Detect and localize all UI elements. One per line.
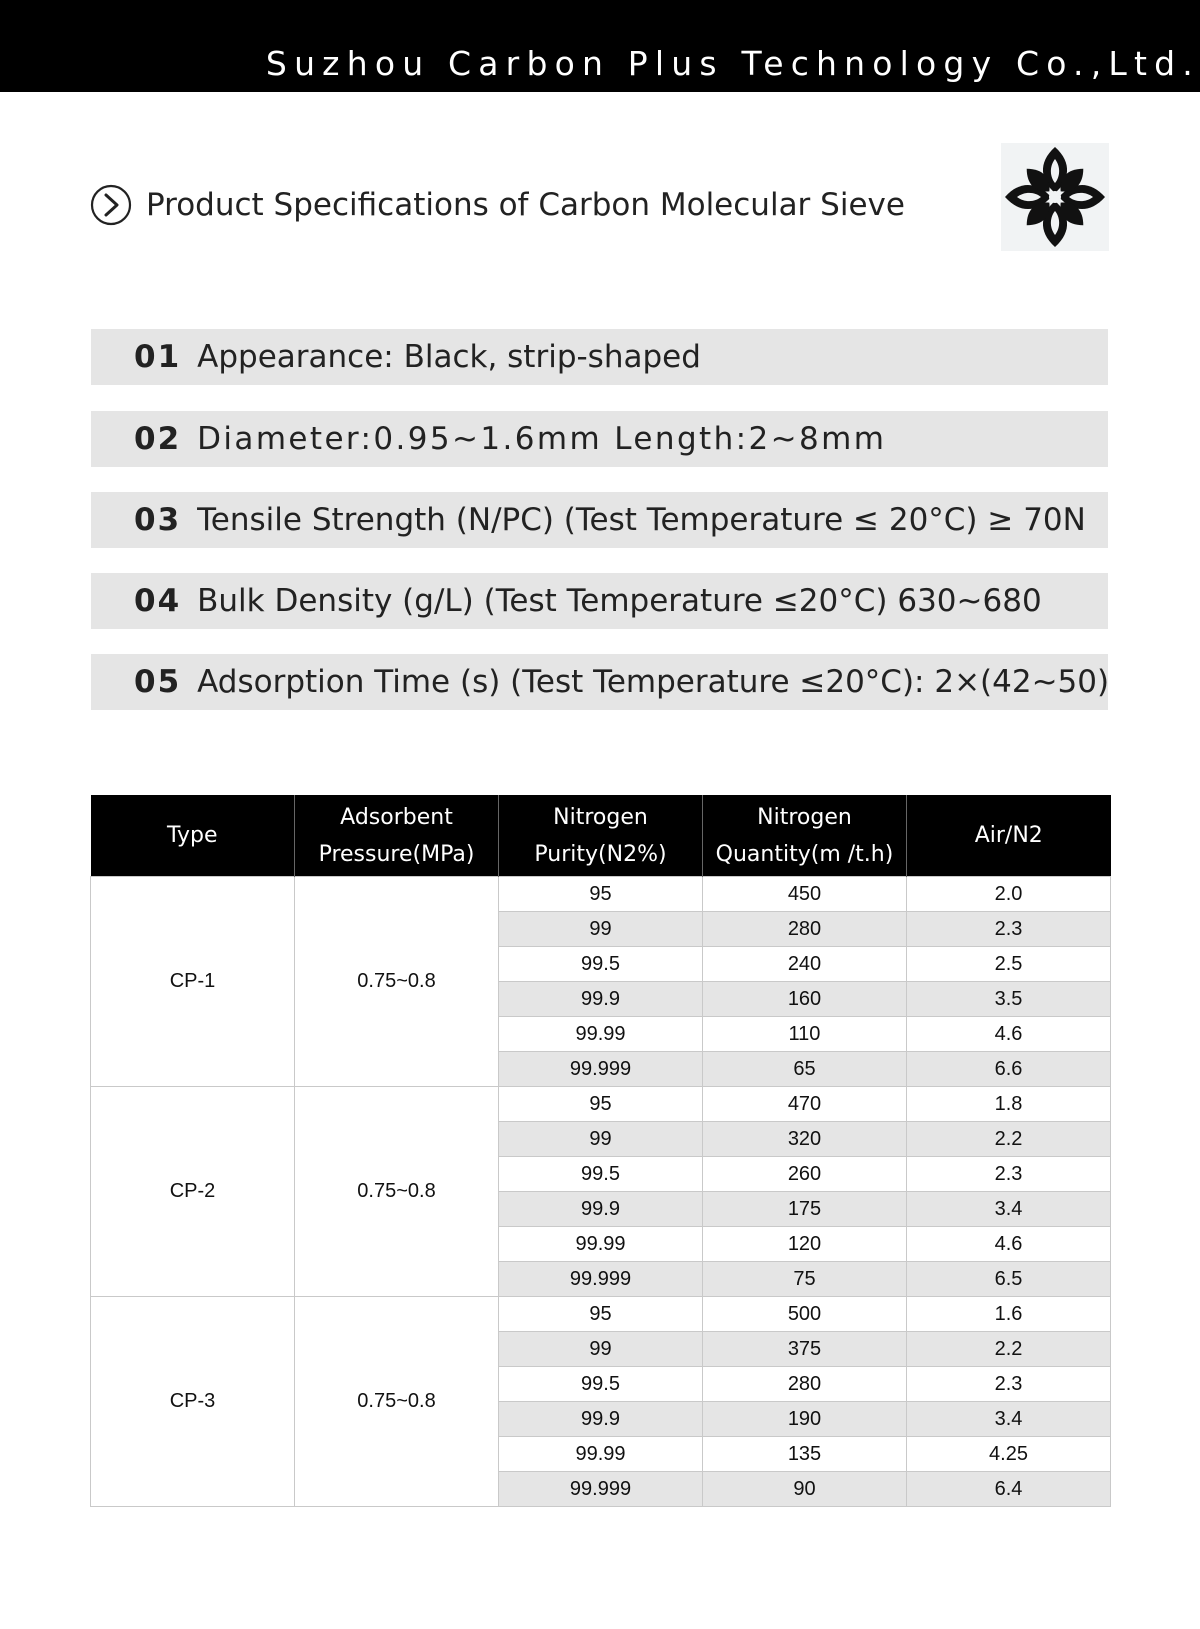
cell-quantity: 75 [703,1262,907,1297]
cell-air-n2: 4.25 [907,1437,1111,1472]
table-row [91,1297,1111,1332]
cell-purity: 99 [499,912,703,947]
cell-air-n2: 2.3 [907,1367,1111,1402]
cell-air-n2: 2.2 [907,1122,1111,1157]
page-heading [90,182,905,228]
spec-text: Diameter:0.95~1.6mm Length:2~8mm [197,421,887,457]
spec-row-tensile-strength [91,492,1108,548]
cell-quantity: 320 [703,1122,907,1157]
spec-text: Appearance: Black, strip-shaped [197,339,701,375]
cell-purity: 99.99 [499,1227,703,1262]
header-line: Nitrogen [553,804,648,830]
cell-quantity: 175 [703,1192,907,1227]
spec-row-adsorption-time [91,654,1108,710]
company-name: Suzhou Carbon Plus Technology Co.,Ltd. [265,44,1200,83]
cell-air-n2: 2.3 [907,1157,1111,1192]
column-header-type [91,795,295,877]
cell-purity: 99.5 [499,947,703,982]
cell-quantity: 450 [703,877,907,912]
flower-logo-icon [1001,143,1109,251]
cell-purity: 99.999 [499,1472,703,1507]
header-line: Nitrogen [757,804,852,830]
cell-air-n2: 1.6 [907,1297,1111,1332]
cell-quantity: 500 [703,1297,907,1332]
header-line: Type [166,823,218,848]
header-line: Adsorbent [340,804,453,830]
spec-number: 05 [134,664,182,700]
cell-quantity: 90 [703,1472,907,1507]
page-title: Product Specifications of Carbon Molecular Sieve [146,187,905,223]
cell-air-n2: 1.8 [907,1087,1111,1122]
header-line: Purity(N2%) [534,841,667,867]
cell-quantity: 120 [703,1227,907,1262]
cell-purity: 99.99 [499,1437,703,1472]
cell-purity: 99 [499,1332,703,1367]
spec-text: Tensile Strength (N/PC) (Test Temperature ≤ 20°C) ≥ 70N [197,502,1086,538]
cell-quantity: 65 [703,1052,907,1087]
cell-purity: 99.999 [499,1262,703,1297]
table-header-row [91,795,1111,877]
cell-purity: 95 [499,1087,703,1122]
spec-row-appearance [91,329,1108,385]
spec-number: 04 [134,583,182,619]
spec-number: 03 [134,502,182,538]
cell-purity: 99.5 [499,1157,703,1192]
cell-quantity: 160 [703,982,907,1017]
cell-quantity: 280 [703,912,907,947]
cell-purity: 95 [499,877,703,912]
column-header-pressure [295,795,499,877]
cell-purity: 99.9 [499,1192,703,1227]
header-line: Quantity(m /t.h) [715,841,894,867]
specification-table [90,795,1111,1507]
cell-air-n2: 6.5 [907,1262,1111,1297]
cell-purity: 99.5 [499,1367,703,1402]
cell-air-n2: 3.5 [907,982,1111,1017]
cell-air-n2: 6.6 [907,1052,1111,1087]
cell-quantity: 110 [703,1017,907,1052]
cell-air-n2: 3.4 [907,1192,1111,1227]
cell-purity: 99.9 [499,1402,703,1437]
chevron-right-circle-icon [90,184,132,226]
cell-type: CP-3 [91,1297,295,1507]
cell-pressure: 0.75~0.8 [295,1087,499,1297]
cell-air-n2: 2.3 [907,912,1111,947]
cell-quantity: 280 [703,1367,907,1402]
column-header-purity [499,795,703,877]
cell-pressure: 0.75~0.8 [295,1297,499,1507]
spec-number: 01 [134,339,182,375]
spec-text: Adsorption Time (s) (Test Temperature ≤20°C): 2×(42~50) [197,664,1110,700]
cell-quantity: 135 [703,1437,907,1472]
cell-air-n2: 2.0 [907,877,1111,912]
cell-air-n2: 4.6 [907,1227,1111,1262]
cell-purity: 99.99 [499,1017,703,1052]
cell-quantity: 470 [703,1087,907,1122]
cell-quantity: 375 [703,1332,907,1367]
spec-row-bulk-density [91,573,1108,629]
header-line: Air/N2 [974,823,1043,848]
cell-type: CP-1 [91,877,295,1087]
column-header-quantity [703,795,907,877]
cell-air-n2: 6.4 [907,1472,1111,1507]
cell-air-n2: 2.5 [907,947,1111,982]
spec-number: 02 [134,421,182,457]
table-row [91,1087,1111,1122]
cell-pressure: 0.75~0.8 [295,877,499,1087]
cell-air-n2: 2.2 [907,1332,1111,1367]
cell-air-n2: 4.6 [907,1017,1111,1052]
spec-row-dimensions [91,411,1108,467]
cell-type: CP-2 [91,1087,295,1297]
cell-air-n2: 3.4 [907,1402,1111,1437]
column-header-air-n2 [907,795,1111,877]
cell-purity: 95 [499,1297,703,1332]
cell-purity: 99.999 [499,1052,703,1087]
header-bar [0,0,1200,92]
table-row [91,877,1111,912]
cell-quantity: 260 [703,1157,907,1192]
table-body [91,877,1111,1507]
spec-text: Bulk Density (g/L) (Test Temperature ≤20°C) 630~680 [197,583,1042,619]
cell-quantity: 190 [703,1402,907,1437]
header-line: Pressure(MPa) [318,841,475,867]
cell-purity: 99 [499,1122,703,1157]
cell-quantity: 240 [703,947,907,982]
cell-purity: 99.9 [499,982,703,1017]
